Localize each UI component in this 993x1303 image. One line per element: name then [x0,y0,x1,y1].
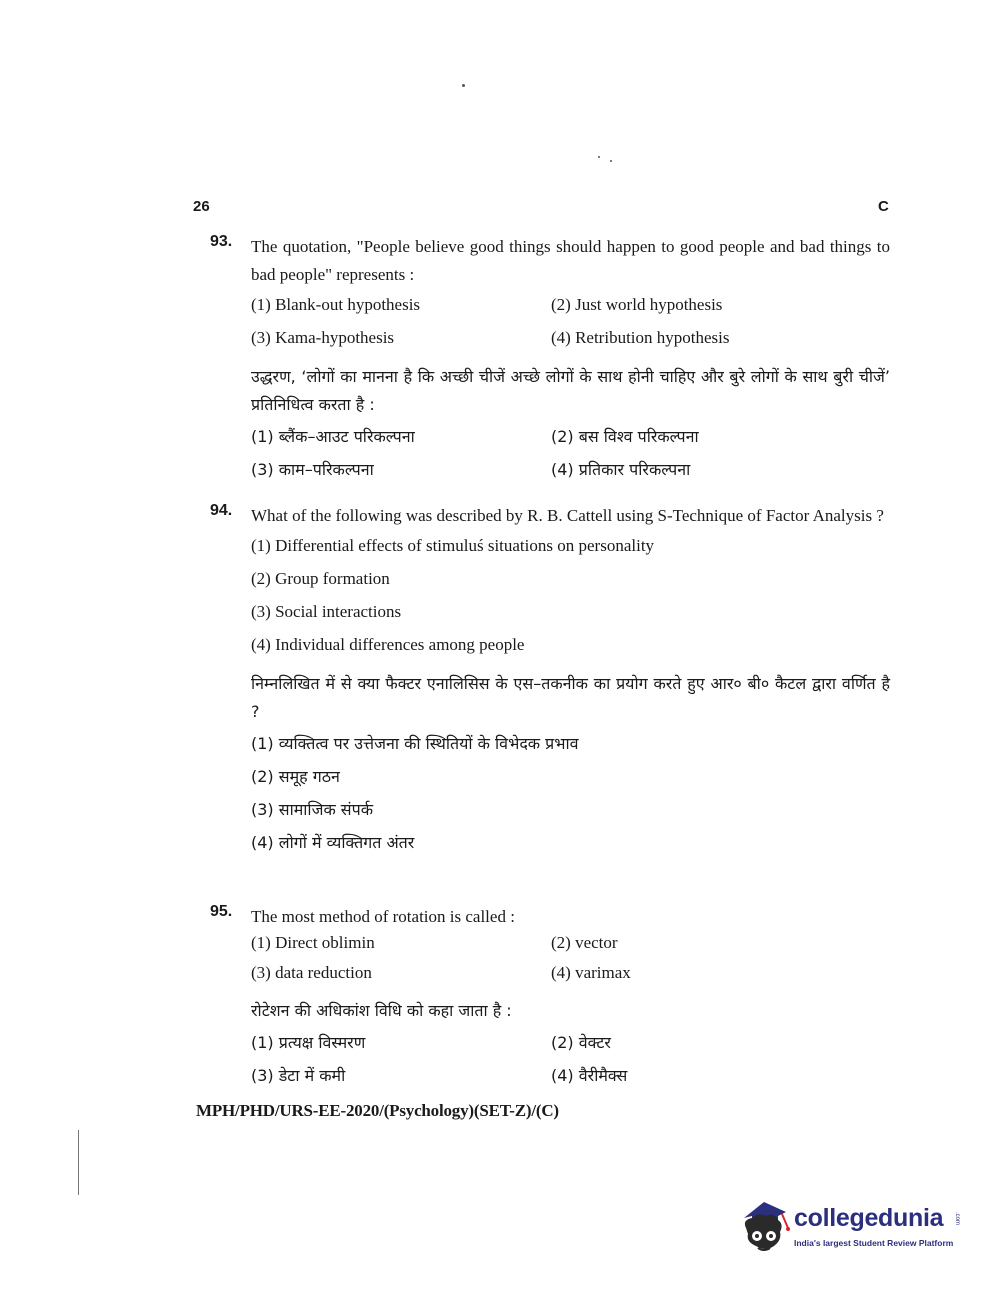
option: (2) vector [551,933,618,952]
question-93 [210,233,890,491]
scan-margin-line [78,1130,79,1195]
set-code: C [878,198,889,215]
option: (1) व्यक्तित्व पर उत्तेजना की स्थितियों के विभेदक प्रभाव [251,734,579,753]
option: (1) ब्लैंक–आउट परिकल्पना [251,427,415,446]
option: (4) लोगों में व्यक्तिगत अंतर [251,833,415,852]
scan-speck [610,160,612,162]
option: (4) प्रतिकार परिकल्पना [551,460,691,479]
question-94 [210,502,890,864]
question-number: 94. [210,502,233,519]
brand-watermark [738,1196,963,1261]
option: (2) समूह गठन [251,767,340,786]
option: (2) बस विश्व परिकल्पना [551,427,699,446]
option: (4) Individual differences among people [251,635,525,654]
option: (3) data reduction [251,963,372,982]
option: (2) Just world hypothesis [551,295,723,314]
brand-name: collegedunia [794,1204,944,1232]
option: (2) Group formation [251,569,390,588]
option: (3) Social interactions [251,602,402,621]
question-text-en: What of the following was described by R. B. Cattell using S-Technique of Factor Analysis ? [251,506,884,525]
brand-tagline: India's largest Student Review Platform [794,1238,954,1248]
student-face-icon [738,1198,792,1256]
question-text-hi: उद्धरण, ‘लोगों का मानना है कि अच्छी चीजें अच्छे लोगों के साथ होनी चाहिए और बुरे लोगों के साथ बुरी चीजें’ प्रतिनिधित्व करता है : [251,367,890,414]
option: (3) Kama-hypothesis [251,328,395,347]
option: (4) Retribution hypothesis [551,328,730,347]
scan-speck [598,156,600,158]
paper-code: MPH/PHD/URS-EE-2020/(Psychology)(SET-Z)/(C) [196,1101,559,1120]
brand-domain: .com [954,1212,960,1226]
question-95 [210,903,890,1097]
option: (2) वेक्टर [551,1033,611,1052]
option: (3) डेटा में कमी [251,1066,346,1085]
option: (1) प्रत्यक्ष विस्मरण [251,1033,366,1052]
scan-speck [462,84,465,87]
option: (1) Direct oblimin [251,933,375,952]
question-text-hi: रोटेशन की अधिकांश विधि को कहा जाता है : [251,1001,512,1020]
option: (4) varimax [551,963,631,982]
question-text-en: The most method of rotation is called : [251,907,515,926]
option: (4) वैरीमैक्स [551,1066,628,1085]
question-number: 93. [210,233,233,250]
option: (1) Differential effects of stimuluś situations on personality [251,536,655,555]
question-text-en: The quotation, "People believe good things should happen to good people and bad things to bad people" represents : [251,237,890,284]
option: (1) Blank-out hypothesis [251,295,421,314]
question-number: 95. [210,903,233,920]
option: (3) काम–परिकल्पना [251,460,374,479]
option: (3) सामाजिक संपर्क [251,800,374,819]
page-number: 26 [193,198,210,215]
question-text-hi: निम्नलिखित में से क्या फैक्टर एनालिसिस के एस–तकनीक का प्रयोग करते हुए आर० बी० कैटल द्वारा वर्णित है ? [251,674,890,721]
